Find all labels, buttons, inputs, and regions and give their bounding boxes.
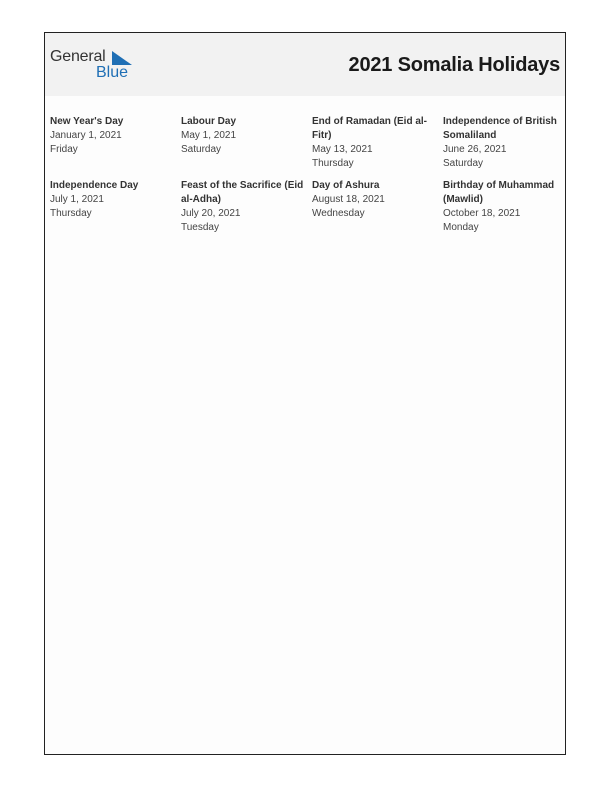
page-frame [44,32,566,755]
holiday-name: Birthday of Muhammad (Mawlid) [443,180,555,205]
holiday-name: Feast of the Sacrifice (Eid al-Adha) [181,180,304,205]
page-title: 2021 Somalia Holidays [348,54,560,76]
logo [50,48,140,84]
holiday-grid [50,115,570,235]
holiday-weekday: Friday [50,144,78,155]
holiday-date: January 1, 2021 [50,130,122,141]
logo-general-text: General [50,48,106,65]
holiday-item [312,115,443,171]
logo-blue-text: Blue [96,64,129,81]
holiday-weekday: Saturday [443,158,484,169]
holiday-name: Independence of British Somaliland [443,116,557,141]
holiday-item [312,179,443,235]
holiday-date: October 18, 2021 [443,208,521,219]
holiday-weekday: Thursday [312,158,354,169]
header [45,33,565,96]
holiday-date: July 20, 2021 [181,208,241,219]
holiday-name: New Year's Day [50,116,124,127]
holiday-date: May 13, 2021 [312,144,373,155]
holiday-name: Day of Ashura [312,180,380,191]
holiday-item [181,179,312,235]
holiday-weekday: Tuesday [181,222,219,233]
holiday-item [181,115,312,171]
holiday-weekday: Saturday [181,144,222,155]
holiday-item [443,179,570,235]
holiday-date: August 18, 2021 [312,194,385,205]
holiday-name: Independence Day [50,180,139,191]
holiday-date: July 1, 2021 [50,194,104,205]
holiday-weekday: Wednesday [312,208,365,219]
holiday-name: End of Ramadan (Eid al-Fitr) [312,116,428,141]
logo-triangle-icon [112,51,132,65]
holiday-name: Labour Day [181,116,237,127]
holiday-weekday: Monday [443,222,479,233]
holiday-item [50,179,181,235]
holiday-date: June 26, 2021 [443,144,507,155]
holiday-item [50,115,181,171]
holiday-date: May 1, 2021 [181,130,237,141]
holiday-item [443,115,570,171]
holiday-weekday: Thursday [50,208,92,219]
